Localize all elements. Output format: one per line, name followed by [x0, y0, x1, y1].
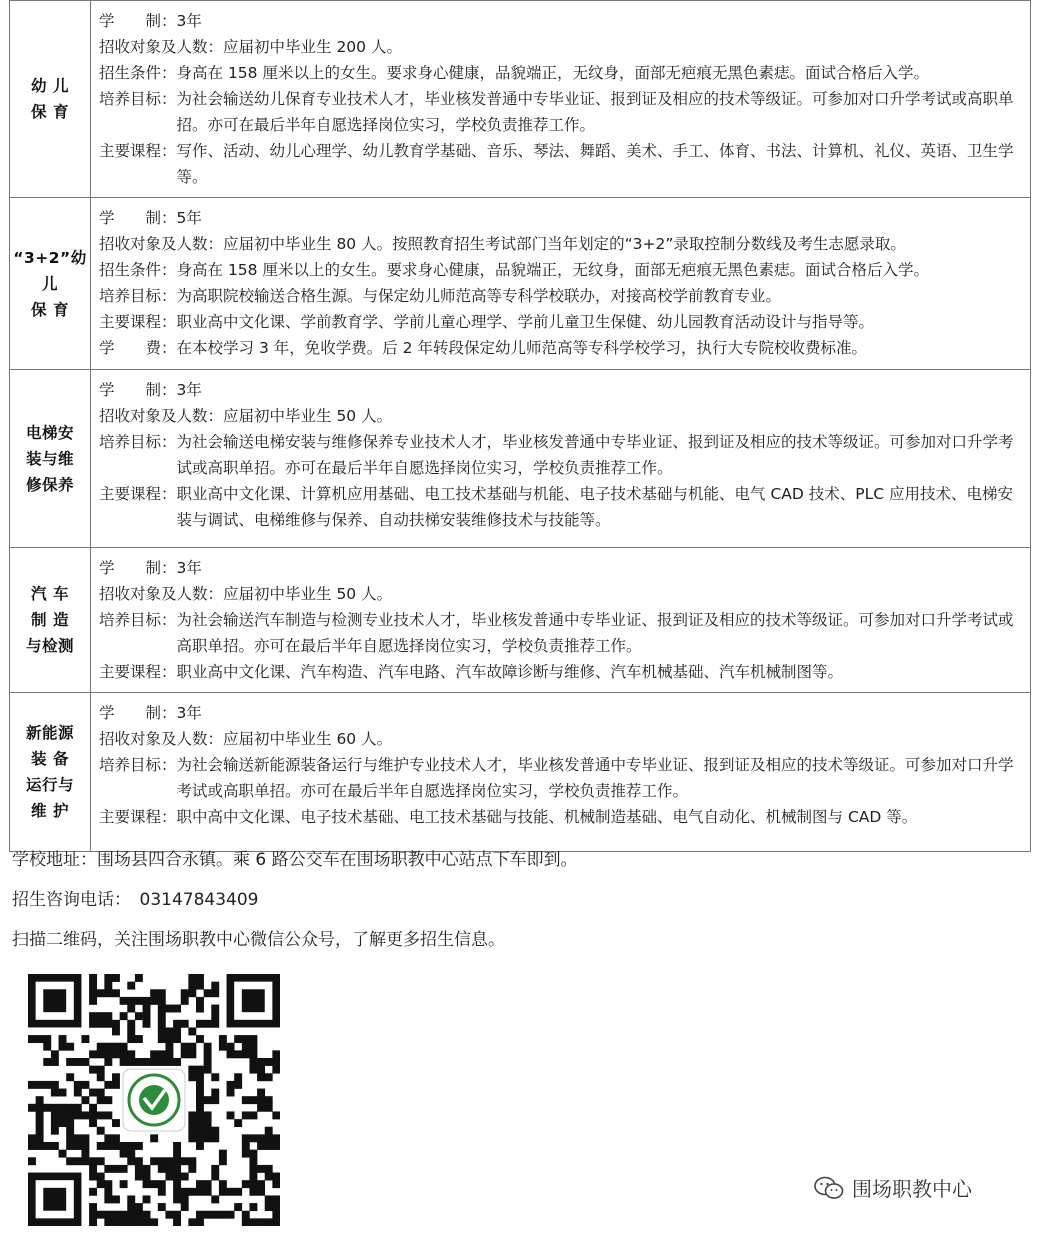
- detail-label: 培养目标：: [99, 90, 177, 108]
- detail-value: 为社会输送电梯安装与维修保养专业技术人才，毕业核发普通中专毕业证、报到证及相应的技术等级证。可参加对口升学考试或高职单招。亦可在最后半年自愿选择岗位实习，学校负责推荐工作。: [176, 433, 1014, 477]
- detail-line: [99, 335, 1022, 361]
- detail-value: 3年: [176, 559, 202, 577]
- detail-value: 职业高中文化课、计算机应用基础、电工技术基础与机能、电子技术基础与机能、电气 CAD 技术、PLC 应用技术、电梯安装与调试、电梯维修与保养、自动扶梯安装维修技术与技能等。: [176, 485, 1013, 529]
- detail-label: 学 制：: [99, 381, 177, 399]
- major-name: “3+2”幼 儿 保 育: [13, 248, 87, 319]
- major-details-cell: [91, 198, 1031, 370]
- detail-label: 培养目标：: [99, 611, 177, 629]
- major-details-cell: [91, 548, 1031, 693]
- detail-line: [99, 86, 1022, 138]
- wechat-icon: [814, 1176, 844, 1200]
- detail-value: 3年: [176, 12, 202, 30]
- detail-value: 3年: [176, 704, 202, 722]
- detail-line: [99, 309, 1022, 335]
- detail-value: 3年: [176, 381, 202, 399]
- detail-line: [99, 581, 1022, 607]
- major-name: 幼 儿 保 育: [31, 77, 69, 121]
- detail-label: 招收对象及人数：: [99, 407, 224, 425]
- detail-line: [99, 659, 1022, 685]
- detail-value: 应届初中毕业生 50 人。: [223, 585, 393, 603]
- detail-value: 职业高中文化课、汽车构造、汽车电路、汽车故障诊断与维修、汽车机械基础、汽车机械制图等。: [176, 663, 844, 681]
- detail-label: 招收对象及人数：: [99, 235, 224, 253]
- major-name: 新能源 装 备 运行与 维 护: [25, 724, 74, 820]
- detail-line: [99, 138, 1022, 190]
- detail-value: 为社会输送新能源装备运行与维护专业技术人才，毕业核发普通中专毕业证、报到证及相应的技术等级证。可参加对口升学考试或高职单招。亦可在最后半年自愿选择岗位实习，学校负责推荐工作。: [176, 756, 1014, 800]
- school-address: 学校地址：围场县四合永镇。乘 6 路公交车在围场职教中心站点下车即到。: [12, 850, 578, 870]
- detail-value: 5年: [176, 209, 202, 227]
- detail-line: [99, 205, 1022, 231]
- detail-line: [99, 700, 1022, 726]
- detail-label: 主要课程：: [99, 663, 177, 681]
- detail-value: 职中高中文化课、电子技术基础、电工技术基础与技能、机械制造基础、电气自动化、机械制图与 CAD 等。: [176, 808, 918, 826]
- detail-value: 为社会输送幼儿保育专业技术人才，毕业核发普通中专毕业证、报到证及相应的技术等级证。可参加对口升学考试或高职单招。亦可在最后半年自愿选择岗位实习，学校负责推荐工作。: [176, 90, 1014, 134]
- detail-label: 招收对象及人数：: [99, 38, 224, 56]
- detail-line: [99, 804, 1022, 830]
- detail-value: 在本校学习 3 年，免收学费。后 2 年转段保定幼儿师范高等专科学校学习，执行大专院校收费标准。: [176, 339, 867, 357]
- detail-value: 职业高中文化课、学前教育学、学前儿童心理学、学前儿童卫生保健、幼儿园教育活动设计与指导等。: [176, 313, 875, 331]
- wechat-qr-code[interactable]: [28, 974, 280, 1226]
- detail-line: [99, 231, 1022, 257]
- detail-value: 应届初中毕业生 80 人。按照教育招生考试部门当年划定的“3+2”录取控制分数线及考生志愿录取。: [223, 235, 906, 253]
- major-row: [10, 370, 1031, 548]
- major-name: 电梯安 装与维 修保养: [25, 423, 74, 494]
- major-name-cell: [10, 1, 91, 198]
- detail-label: 主要课程：: [99, 313, 177, 331]
- detail-value: 写作、活动、幼儿心理学、幼儿教育学基础、音乐、琴法、舞蹈、美术、手工、体育、书法、计算机、礼仪、英语、卫生学等。: [176, 142, 1014, 186]
- detail-line: [99, 257, 1022, 283]
- detail-label: 主要课程：: [99, 142, 177, 160]
- detail-value: 身高在 158 厘米以上的女生。要求身心健康，品貌端正，无纹身，面部无疤痕无黑色素痣。面试合格后入学。: [176, 64, 929, 82]
- enrollment-phone: 招生咨询电话： 03147843409: [12, 890, 259, 910]
- major-details-cell: [91, 370, 1031, 548]
- detail-line: [99, 429, 1022, 481]
- majors-table: [9, 0, 1031, 852]
- detail-label: 学 制：: [99, 209, 177, 227]
- detail-line: [99, 403, 1022, 429]
- detail-label: 培养目标：: [99, 287, 177, 305]
- major-name: 汽 车 制 造 与检测: [25, 585, 74, 655]
- detail-line: [99, 60, 1022, 86]
- detail-label: 学 制：: [99, 559, 177, 577]
- detail-label: 学 制：: [99, 12, 177, 30]
- major-row: [10, 1, 1031, 198]
- detail-value: 应届初中毕业生 60 人。: [223, 730, 393, 748]
- detail-line: [99, 34, 1022, 60]
- wechat-account-name: 围场职教中心: [852, 1177, 972, 1201]
- detail-value: 应届初中毕业生 200 人。: [223, 38, 402, 56]
- detail-line: [99, 377, 1022, 403]
- detail-label: 学 费：: [99, 339, 177, 357]
- detail-line: [99, 481, 1022, 533]
- major-row: [10, 198, 1031, 370]
- major-name-cell: [10, 548, 91, 693]
- detail-line: [99, 283, 1022, 309]
- detail-label: 招生条件：: [99, 261, 177, 279]
- major-details-cell: [91, 693, 1031, 852]
- detail-line: [99, 726, 1022, 752]
- detail-label: 主要课程：: [99, 485, 177, 503]
- detail-label: 培养目标：: [99, 756, 177, 774]
- detail-line: [99, 752, 1022, 804]
- detail-value: 为高职院校输送合格生源。与保定幼儿师范高等专科学校联办，对接高校学前教育专业。: [176, 287, 782, 305]
- major-row: [10, 548, 1031, 693]
- detail-label: 招收对象及人数：: [99, 730, 224, 748]
- major-name-cell: [10, 370, 91, 548]
- school-logo-icon: [123, 1069, 185, 1131]
- detail-label: 主要课程：: [99, 808, 177, 826]
- detail-label: 学 制：: [99, 704, 177, 722]
- major-row: [10, 693, 1031, 852]
- detail-line: [99, 607, 1022, 659]
- wechat-watermark: [814, 1173, 972, 1202]
- detail-value: 为社会输送汽车制造与检测专业技术人才，毕业核发普通中专毕业证、报到证及相应的技术等级证。可参加对口升学考试或高职单招。亦可在最后半年自愿选择岗位实习，学校负责推荐工作。: [176, 611, 1014, 655]
- scan-qr-prompt: 扫描二维码，关注围场职教中心微信公众号，了解更多招生信息。: [12, 930, 505, 950]
- detail-value: 应届初中毕业生 50 人。: [223, 407, 393, 425]
- detail-line: [99, 555, 1022, 581]
- detail-value: 身高在 158 厘米以上的女生。要求身心健康，品貌端正，无纹身，面部无疤痕无黑色素痣。面试合格后入学。: [176, 261, 929, 279]
- detail-label: 招收对象及人数：: [99, 585, 224, 603]
- major-name-cell: [10, 198, 91, 370]
- detail-label: 培养目标：: [99, 433, 177, 451]
- major-details-cell: [91, 1, 1031, 198]
- major-name-cell: [10, 693, 91, 852]
- detail-label: 招生条件：: [99, 64, 177, 82]
- detail-line: [99, 8, 1022, 34]
